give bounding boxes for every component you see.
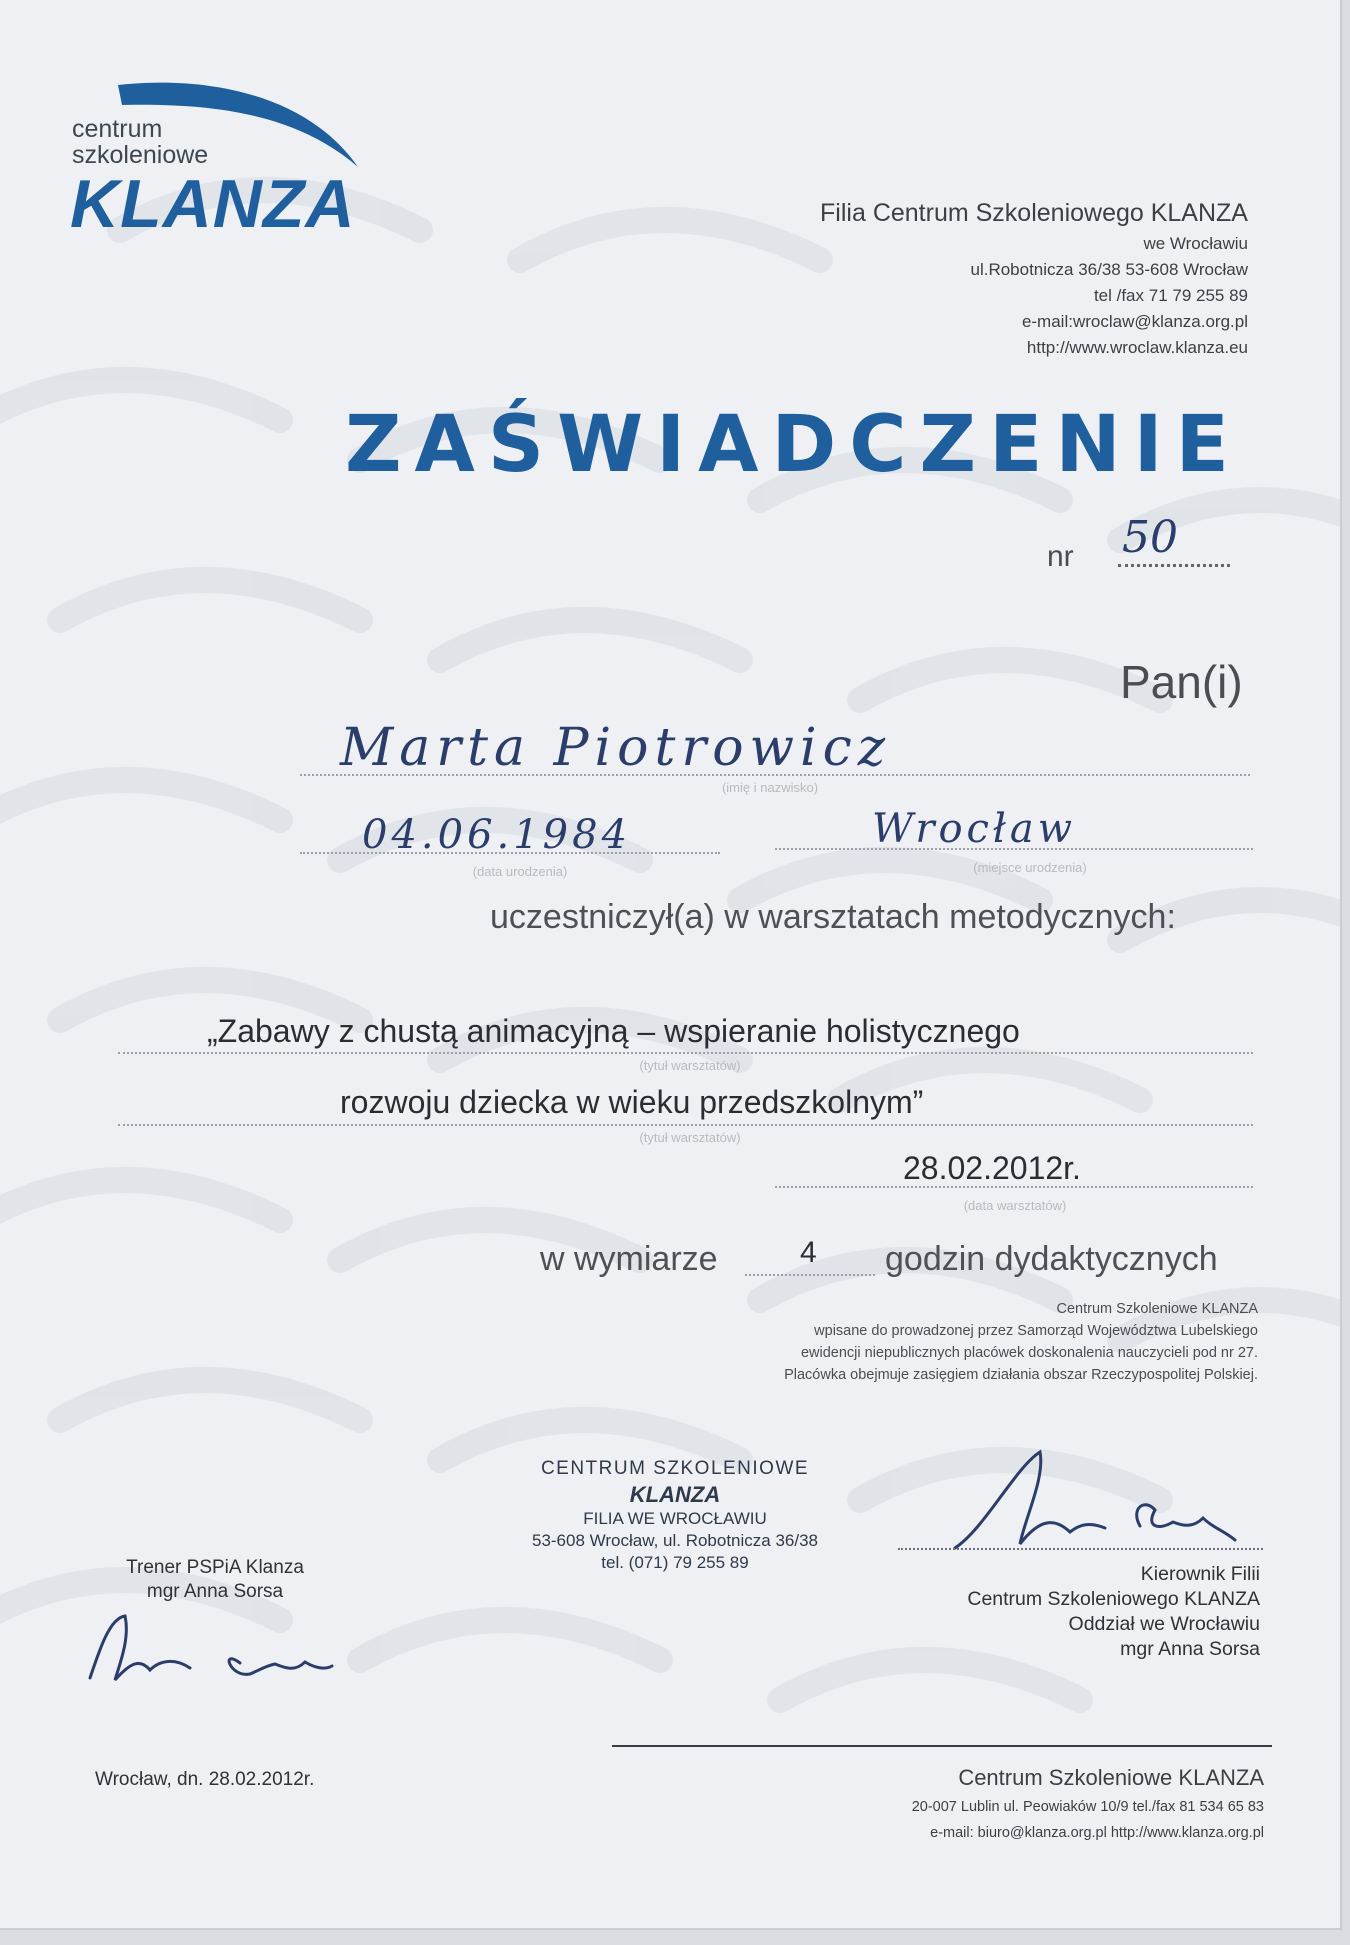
logo-brand: KLANZA bbox=[70, 166, 356, 242]
branch-email: e-mail:wroclaw@klanza.org.pl bbox=[1021, 312, 1248, 331]
name-caption: (imię i nazwisko) bbox=[721, 780, 819, 795]
birth-place-caption: (miejsce urodzenia) bbox=[973, 860, 1087, 875]
director-signature bbox=[945, 1448, 1245, 1558]
hours-value: 4 bbox=[800, 1236, 817, 1269]
director-branch: Oddział we Wrocławiu bbox=[1068, 1613, 1260, 1635]
footer-org-name: Centrum Szkoleniowe KLANZA bbox=[958, 1765, 1264, 1790]
footer-contact: e-mail: biuro@klanza.org.pl http://www.klanza.org.pl bbox=[930, 1825, 1264, 1841]
number-label: nr bbox=[1047, 540, 1074, 573]
stamp-line-1: CENTRUM SZKOLENIOWE bbox=[540, 1458, 810, 1479]
hours-suffix: godzin dydaktycznych bbox=[885, 1240, 1218, 1278]
trainer-role: Trener PSPiA Klanza bbox=[126, 1557, 304, 1578]
branch-name: Filia Centrum Szkoleniowego KLANZA bbox=[820, 199, 1248, 227]
name-field-line bbox=[300, 774, 1250, 776]
registration-line-3: ewidencji niepublicznych placówek doskonalenia nauczycieli pod nr 27. bbox=[800, 1345, 1258, 1361]
birth-place: Wrocław bbox=[872, 806, 1076, 852]
branch-stamp bbox=[515, 1456, 835, 1574]
birth-date-caption: (data urodzenia) bbox=[472, 864, 568, 879]
workshop-line-2 bbox=[118, 1124, 1253, 1126]
registration-line-2: wpisane do prowadzonej przez Samorząd Województwa Lubelskiego bbox=[814, 1323, 1258, 1339]
klanza-logo bbox=[70, 75, 370, 255]
participation-statement: uczestniczył(a) w warsztatach metodycznych: bbox=[490, 898, 1176, 936]
registration-note bbox=[558, 1298, 1258, 1386]
birth-date-field-line bbox=[300, 852, 720, 854]
stamp-line-2: KLANZA bbox=[629, 1482, 721, 1507]
workshop-date: 28.02.2012r. bbox=[903, 1150, 1081, 1186]
workshop-title-line-2: rozwoju dziecka w wieku przedszkolnym” bbox=[340, 1084, 924, 1120]
participant-name: Marta Piotrowicz bbox=[340, 718, 892, 778]
director-role: Kierownik Filii bbox=[1140, 1563, 1260, 1585]
logo-line-centrum: centrum bbox=[72, 115, 163, 143]
workshop-date-caption: (data warsztatów) bbox=[963, 1198, 1067, 1213]
logo-line-szkoleniowe: szkoleniowe bbox=[72, 141, 209, 169]
footer-address: 20-007 Lublin ul. Peowiaków 10/9 tel./fax 81 534 65 83 bbox=[911, 1799, 1264, 1815]
director-name: mgr Anna Sorsa bbox=[1120, 1638, 1260, 1660]
document-title: ZAŚWIADCZENIE bbox=[345, 400, 1242, 490]
trainer-name: mgr Anna Sorsa bbox=[146, 1581, 284, 1602]
workshop-caption-1: (tytuł warsztatów) bbox=[639, 1058, 741, 1073]
branch-city: we Wrocławiu bbox=[1143, 234, 1248, 253]
workshop-caption-2: (tytuł warsztatów) bbox=[639, 1130, 741, 1145]
branch-header bbox=[628, 195, 1248, 361]
workshop-title-line-1: „Zabawy z chustą animacyjną – wspieranie holistycznego bbox=[207, 1013, 1020, 1049]
registration-line-1: Centrum Szkoleniowe KLANZA bbox=[1056, 1301, 1258, 1317]
place-and-date: Wrocław, dn. 28.02.2012r. bbox=[95, 1769, 315, 1790]
branch-website: http://www.wroclaw.klanza.eu bbox=[1026, 338, 1248, 357]
hours-prefix: w wymiarze bbox=[540, 1240, 718, 1278]
footer bbox=[564, 1762, 1264, 1846]
workshop-line-1 bbox=[118, 1052, 1253, 1054]
certificate-number: 50 bbox=[1122, 512, 1178, 563]
hours-field-line bbox=[745, 1274, 875, 1276]
trainer-block bbox=[100, 1556, 330, 1604]
branch-phone: tel /fax 71 79 255 89 bbox=[1093, 286, 1248, 305]
stamp-line-4: 53-608 Wrocław, ul. Robotnicza 36/38 bbox=[531, 1531, 819, 1550]
director-block bbox=[840, 1562, 1260, 1662]
branch-address: ul.Robotnicza 36/38 53-608 Wrocław bbox=[970, 260, 1248, 279]
stamp-line-3: FILIA WE WROCŁAWIU bbox=[583, 1509, 767, 1528]
birth-place-field-line bbox=[775, 848, 1253, 850]
salutation: Pan(i) bbox=[1120, 656, 1243, 708]
birth-date: 04.06.1984 bbox=[362, 812, 632, 858]
number-field-line bbox=[1118, 564, 1230, 567]
director-signature-line bbox=[898, 1548, 1263, 1550]
workshop-date-line bbox=[775, 1186, 1253, 1188]
stamp-line-5: tel. (071) 79 255 89 bbox=[601, 1553, 749, 1572]
registration-line-4: Placówka obejmuje zasięgiem działania obszar Rzeczypospolitej Polskiej. bbox=[784, 1367, 1258, 1383]
trainer-signature bbox=[80, 1608, 340, 1698]
footer-rule bbox=[612, 1745, 1272, 1747]
director-org: Centrum Szkoleniowego KLANZA bbox=[967, 1588, 1260, 1610]
